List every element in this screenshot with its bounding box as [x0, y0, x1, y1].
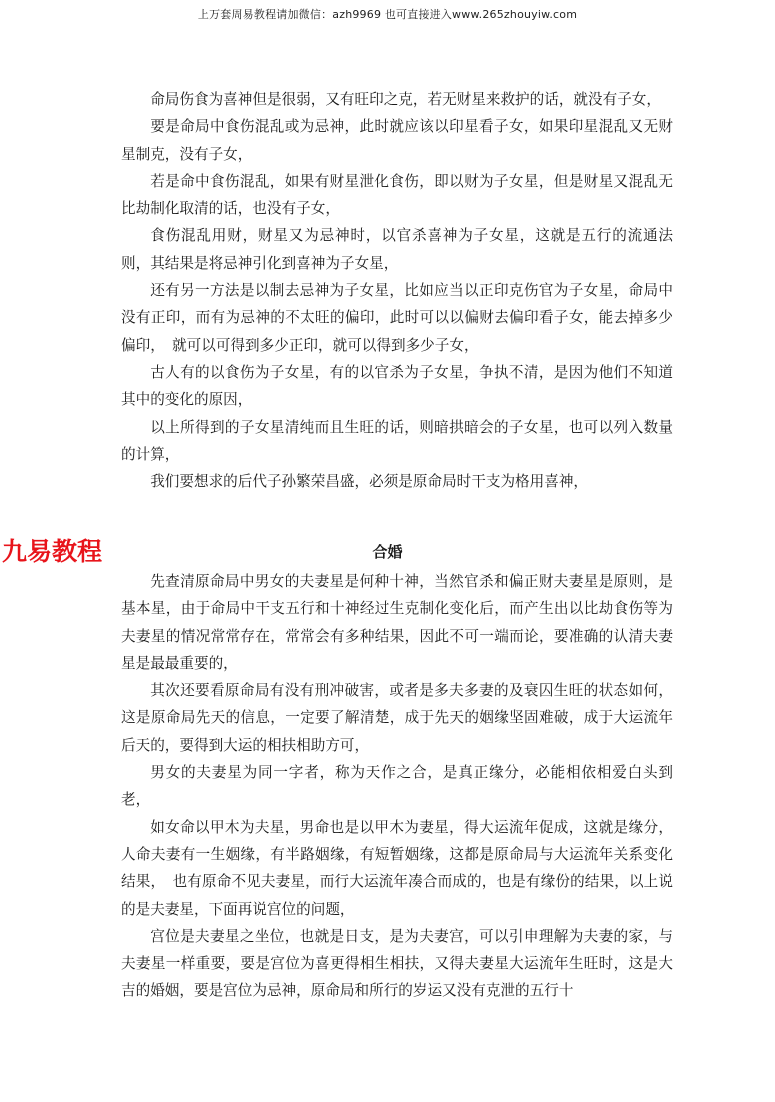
- page-header: 上万套周易教程请加微信：azh9969 也可直接进入www.265zhouyiw.com: [197, 8, 578, 21]
- paragraph: 先查清原命局中男女的夫妻星是何种十神，当然官杀和偏正财夫妻星是原则，是基本星，由于命局中干支五行和十神经过生克制化变化后，而产生出以比劫食伤等为夫妻星的情况常常存在，常常会有多种结果，因此不可一端而论，要准确的认清夫妻星是最最重要的，: [121, 573, 673, 672]
- paragraph: 以上所得到的子女星清纯而且生旺的话，则暗拱暗会的子女星，也可以列入数量的计算，: [121, 418, 673, 463]
- paragraph: 如女命以甲木为夫星，男命也是以甲木为妻星，得大运流年促成，这就是缘分，人命夫妻有一生姻缘，有半路姻缘，有短暂姻缘，这都是原命局与大运流年关系变化结果， 也有原命不见夫妻星，而行大运流年凑合而成的，也是有缘份的结果，以上说的是夫妻星，下面再说宫位的问题，: [121, 818, 673, 918]
- section-marriage: [121, 568, 673, 1005]
- section-title: 合婚: [372, 543, 403, 561]
- paragraph: 男女的夫妻星为同一字者，称为天作之合，是真正缘分，必能相依相爱白头到老，: [121, 764, 673, 809]
- paragraph: 宫位是夫妻星之坐位，也就是日支，是为夫妻宫，可以引申理解为夫妻的家，与夫妻星一样重要，要是宫位为喜更得相生相扶，又得夫妻星大运流年生旺时，这是大吉的婚姻，要是宫位为忌神，原命局和所行的岁运又没有克泄的五行十: [121, 927, 673, 1000]
- paragraph: 其次还要看原命局有没有刑冲破害，或者是多夫多妻的及衰囚生旺的状态如何，这是原命局先天的信息，一定要了解清楚，成于先天的姻缘坚固难破，成于大运流年后天的，要得到大运的相扶相助方可，: [121, 682, 673, 754]
- paragraph: 我们要想求的后代子孙繁荣昌盛，必须是原命局时干支为格用喜神，: [150, 473, 589, 491]
- paragraph: 古人有的以食伤为子女星，有的以官杀为子女星，争执不清，是因为他们不知道其中的变化的原因，: [121, 363, 673, 409]
- paragraph: 还有另一方法是以制去忌神为子女星，比如应当以正印克伤官为子女星，命局中没有正印，而有为忌神的不太旺的偏印，此时可以以偏财去偏印看子女，能去掉多少偏印， 就可以可得到多少正印，就可以得到多少子女，: [121, 282, 673, 354]
- paragraph: 要是命局中食伤混乱或为忌神，此时就应该以印星看子女，如果印星混乱又无财星制克，没有子女，: [121, 118, 673, 163]
- watermark-logo: 九易教程: [2, 537, 103, 566]
- section-children: [121, 86, 673, 495]
- paragraph: 若是命中食伤混乱，如果有财星泄化食伤，即以财为子女星，但是财星又混乱无比劫制化取清的话，也没有子女，: [121, 172, 673, 218]
- paragraph: 命局伤食为喜神但是很弱，又有旺印之克，若无财星来救护的话，就没有子女，: [150, 91, 661, 108]
- paragraph: 食伤混乱用财，财星又为忌神时，以官杀喜神为子女星，这就是五行的流通法则，其结果是将忌神引化到喜神为子女星，: [121, 227, 673, 272]
